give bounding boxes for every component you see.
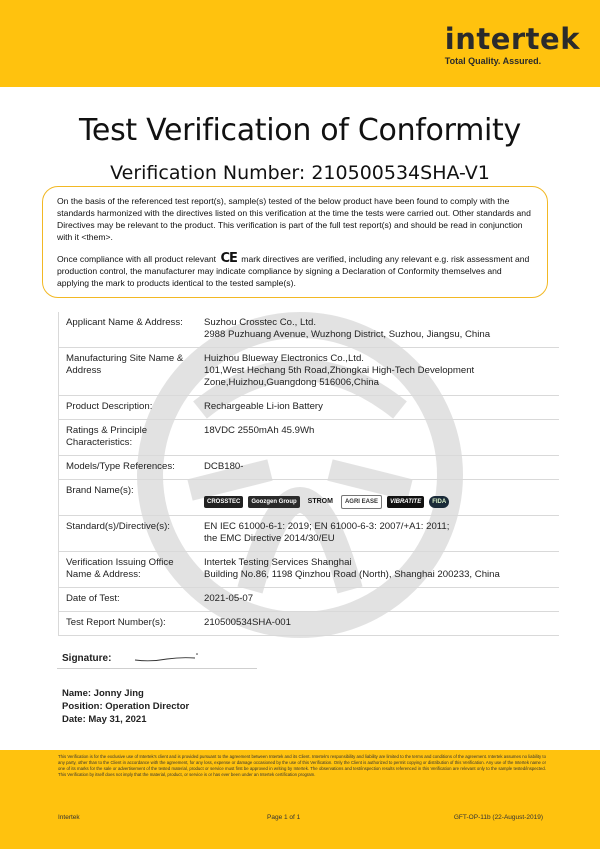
manufacturing-label-line-2: Address	[66, 365, 102, 376]
intertek-logo	[445, 24, 580, 66]
report-label: Test Report Number(s):	[66, 617, 166, 628]
signature-block	[57, 647, 257, 726]
applicant-value	[202, 317, 559, 341]
applicant-label: Applicant Name & Address:	[66, 317, 183, 328]
footer-form-code: GFT-OP-11b (22-August-2019)	[453, 814, 543, 821]
row-product	[59, 396, 559, 420]
footer-page-number: Page 1 of 1	[267, 814, 301, 821]
applicant-address: 2988 Puzhuang Avenue, Wuzhong District, Suzhou, Jiangsu, China	[204, 329, 491, 340]
statement-text-after: mark directives are verified, including any relevant e.g. risk assessment and production control, the manufacturer may indicate compliance by signing a Declaration of Conformity themselves and applying the mark to products identical to the tested sample(s).	[57, 254, 530, 288]
manufacturer-address-1: 101,West Hechang 5th Road,Zhongkai High-Tech Development	[204, 365, 475, 376]
row-ratings	[59, 420, 559, 456]
statement-paragraph-2	[57, 253, 533, 289]
signatory-name: Name: Jonny Jing	[62, 688, 144, 699]
manufacturer-address-2: Zone,Huizhou,Guangdong 516006,China	[204, 377, 379, 388]
brand-logo-vibratite: VIBRATITE	[387, 496, 424, 508]
verification-number: Verification Number: 210500534SHA-V1	[110, 162, 490, 184]
manufacturing-label-line-1: Manufacturing Site Name &	[66, 353, 184, 364]
row-manufacturing	[59, 348, 559, 396]
office-label	[66, 557, 202, 581]
brand-logo-fida: FIDA	[429, 496, 449, 508]
product-label: Product Description:	[66, 401, 153, 412]
product-value: Rechargeable Li-ion Battery	[204, 401, 323, 412]
office-value	[202, 557, 559, 581]
legal-disclaimer: This Verification is for the exclusive use of Intertek's client and is provided pursuant to the agreement between Intertek and its Client. Intertek's responsibility and liability are limited to the terms and conditions of the agreement. Intertek assumes no liability to any party, other than to the Client in accordance with the agreement, for any loss, expense or damage occasioned by the use of this Verification. Only the Client is authorized to permit copying or distribution of this Verification. Any use of the Intertek name or one of its marks for the sale or advertisement of the tested material, product or service must first be approved in writing by Intertek. The observations and test/inspection results referenced in this Verification are relevant only to the sample tested/inspected. This Verification by itself does not imply that the material, product, or service is or has ever been under an Intertek certification program.	[58, 754, 546, 777]
report-value: 210500534SHA-001	[204, 617, 291, 628]
date-label: Date of Test:	[66, 593, 120, 604]
brands-label: Brand Name(s):	[66, 485, 134, 496]
ce-mark-icon: CE	[220, 251, 237, 266]
manufacturer-name: Huizhou Blueway Electronics Co.,Ltd.	[204, 353, 364, 364]
row-report	[59, 612, 559, 636]
statement-text-before: Once compliance with all product relevant	[57, 254, 217, 264]
details-table	[58, 312, 559, 636]
ratings-label	[66, 425, 202, 449]
row-brands	[59, 480, 559, 516]
brand-logo-crosstec: CROSSTEC	[204, 496, 243, 508]
standards-value	[202, 521, 559, 545]
row-models	[59, 456, 559, 480]
standards-label: Standard(s)/Directive(s):	[66, 521, 170, 532]
ratings-label-line-2: Characteristics:	[66, 437, 133, 448]
office-label-line-2: Name & Address:	[66, 569, 141, 580]
office-name: Intertek Testing Services Shanghai	[204, 557, 352, 568]
signatory-info	[57, 687, 257, 726]
brands-value	[202, 485, 559, 509]
brand-logo-goozgen: Goozgen Group	[248, 496, 299, 508]
signatory-position: Position: Operation Director	[62, 701, 190, 712]
brand-logo-agriease: AGRI EASE	[341, 495, 382, 509]
ratings-value: 18VDC 2550mAh 45.9Wh	[204, 425, 315, 436]
conformity-statement	[42, 186, 548, 298]
standards-line-1: EN IEC 61000-6-1: 2019; EN 61000-6-3: 2007/+A1: 2011;	[204, 521, 450, 532]
brand-logos	[204, 495, 559, 509]
statement-paragraph-1: On the basis of the referenced test report(s), sample(s) tested of the below product have been found to comply with the standards harmonized with the directives listed on this verification at the time the tests were carried out. Other standards and Directives may be relevant to the product. This verification is part of the full test report(s) and should be read in conjunction with it <them>.	[57, 196, 531, 242]
manufacturing-label	[66, 353, 202, 389]
logo-tagline: Total Quality. Assured.	[444, 56, 542, 66]
office-label-line-1: Verification Issuing Office	[66, 557, 174, 568]
applicant-name: Suzhou Crosstec Co., Ltd.	[204, 317, 316, 328]
row-standards	[59, 516, 559, 552]
models-value: DCB180-	[204, 461, 244, 472]
row-office	[59, 552, 559, 588]
signature-date: Date: May 31, 2021	[62, 714, 147, 725]
date-value: 2021-05-07	[204, 593, 254, 604]
brand-logo-strom: STROM	[307, 498, 333, 505]
models-label: Models/Type References:	[66, 461, 175, 472]
manufacturing-value	[202, 353, 559, 389]
footer-company: Intertek	[58, 814, 80, 821]
signature-line	[57, 647, 257, 669]
document-title: Test Verification of Conformity	[79, 113, 521, 148]
row-applicant	[59, 312, 559, 348]
ratings-label-line-1: Ratings & Principle	[66, 425, 148, 436]
office-address: Building No.86, 1198 Qinzhou Road (North), Shanghai 200233, China	[204, 569, 500, 580]
logo-wordmark: intertek	[444, 22, 580, 56]
standards-line-2: the EMC Directive 2014/30/EU	[204, 533, 335, 544]
signature-scribble	[133, 649, 203, 665]
row-date	[59, 588, 559, 612]
signature-label: Signature:	[62, 653, 112, 664]
